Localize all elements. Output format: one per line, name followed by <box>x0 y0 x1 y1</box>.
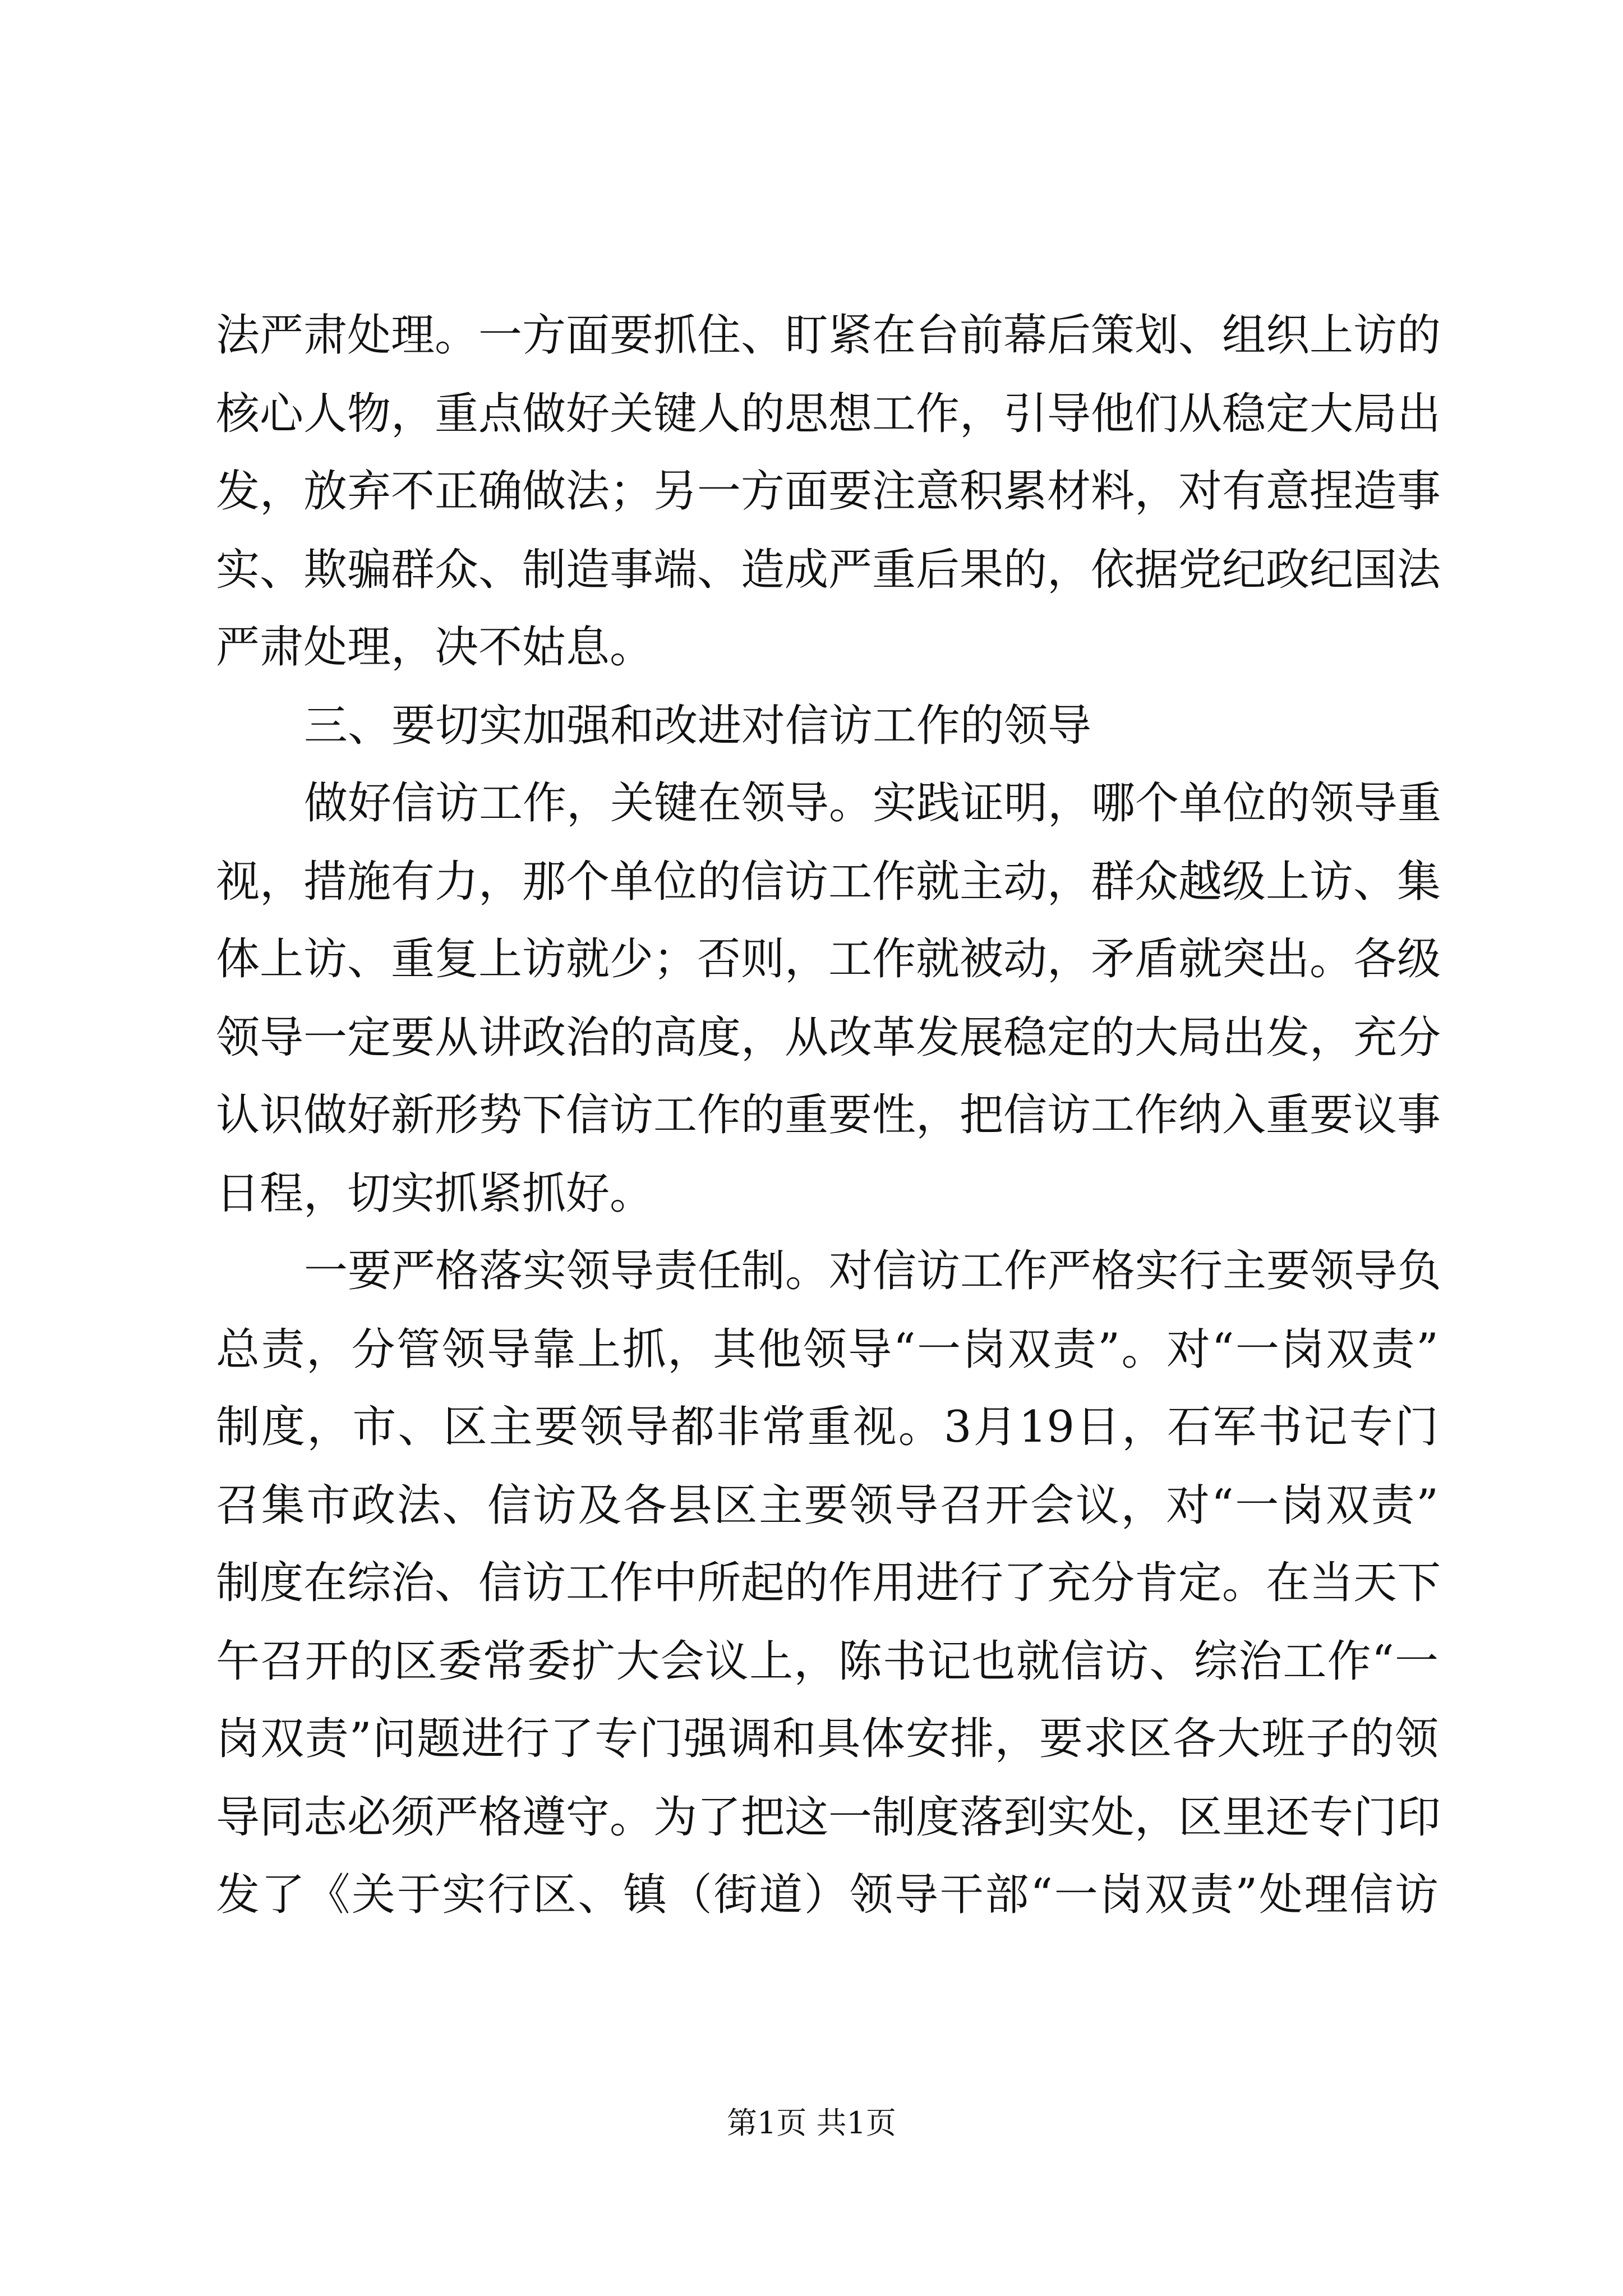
text-line-15: 制度，市、区主要领导都非常重视。3月19日，石军书记专门 <box>216 1402 1438 1452</box>
text-line-16: 召集市政法、信访及各县区主要领导召开会议，对“一岗双责” <box>216 1480 1438 1531</box>
text-line-2: 核心人物，重点做好关键人的思想工作，引导他们从稳定大局出 <box>216 389 1441 439</box>
text-line-12: 日程，切实抓紧抓好。 <box>216 1168 654 1219</box>
text-line-21: 发了《关于实行区、镇（街道）领导干部“一岗双责”处理信访 <box>216 1870 1438 1920</box>
text-line-4: 实、欺骗群众、制造事端、造成严重后果的，依据党纪政纪国法 <box>216 545 1441 595</box>
page-footer: 第1页 共1页 <box>727 2105 896 2141</box>
section-heading: 三、要切实加强和改进对信访工作的领导 <box>304 701 1092 751</box>
text-line-7: 做好信访工作，关键在领导。实践证明，哪个单位的领导重 <box>304 778 1442 829</box>
text-line-10: 领导一定要从讲政治的高度，从改革发展稳定的大局出发，充分 <box>216 1013 1441 1063</box>
text-line-11: 认识做好新形势下信访工作的重要性，把信访工作纳入重要议事 <box>216 1090 1441 1140</box>
text-line-14: 总责，分管领导靠上抓，其他领导“一岗双责”。对“一岗双责” <box>216 1324 1438 1375</box>
text-line-8: 视，措施有力，那个单位的信访工作就主动，群众越级上访、集 <box>216 857 1441 907</box>
text-line-20: 导同志必须严格遵守。为了把这一制度落到实处，区里还专门印 <box>216 1792 1441 1843</box>
text-line-18: 午召开的区委常委扩大会议上，陈书记也就信访、综治工作“一 <box>216 1636 1438 1687</box>
text-line-17: 制度在综治、信访工作中所起的作用进行了充分肯定。在当天下 <box>216 1558 1441 1608</box>
text-line-13: 一要严格落实领导责任制。对信访工作严格实行主要领导负 <box>304 1246 1442 1296</box>
text-line-9: 体上访、重复上访就少；否则，工作就被动，矛盾就突出。各级 <box>216 934 1441 984</box>
text-line-19: 岗双责”问题进行了专门强调和具体安排，要求区各大班子的领 <box>216 1714 1438 1764</box>
text-line-5: 严肃处理，决不姑息。 <box>216 622 654 673</box>
text-line-3: 发，放弃不正确做法；另一方面要注意积累材料，对有意捏造事 <box>216 466 1441 517</box>
text-line-1: 法严肃处理。一方面要抓住、盯紧在台前幕后策划、组织上访的 <box>216 310 1441 361</box>
